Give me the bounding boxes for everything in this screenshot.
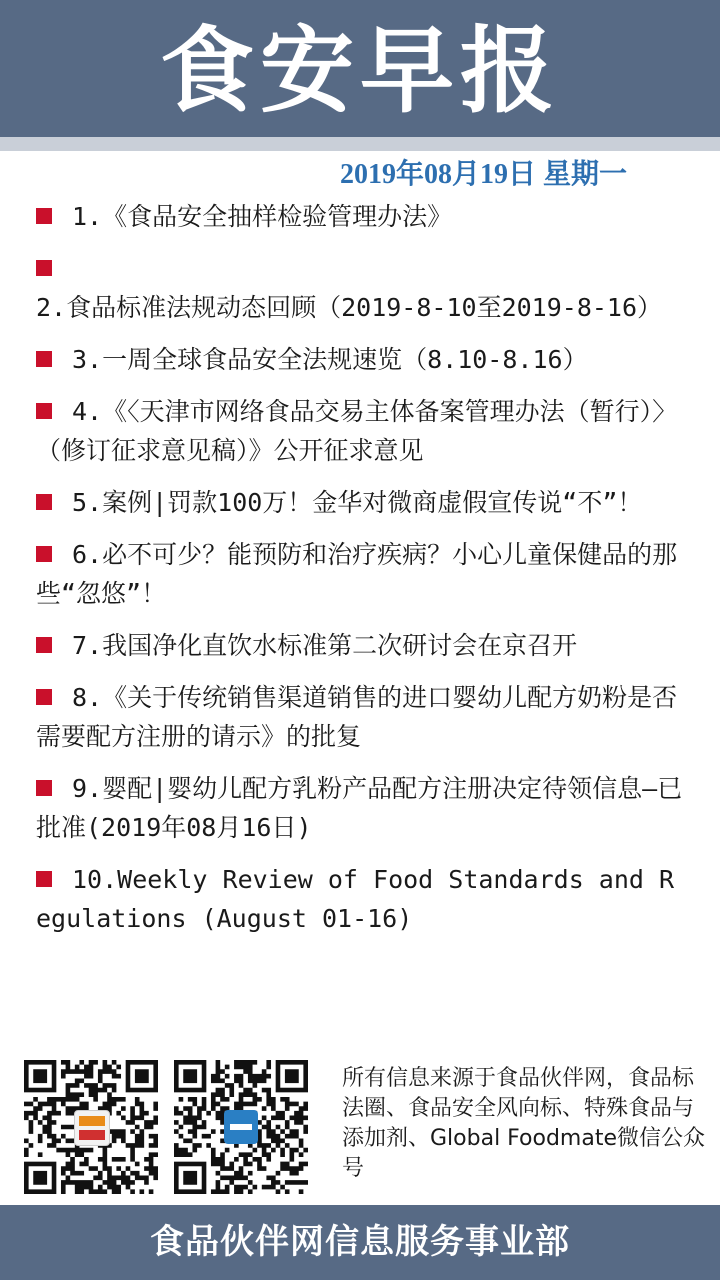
bullet-square-icon bbox=[36, 637, 52, 653]
news-item[interactable] bbox=[36, 678, 686, 756]
header-divider bbox=[0, 137, 720, 151]
bullet-square-icon bbox=[36, 403, 52, 419]
news-item[interactable] bbox=[36, 860, 686, 938]
bullet-square-icon bbox=[36, 260, 52, 276]
foodmate-logo-icon bbox=[74, 1110, 110, 1146]
news-item[interactable] bbox=[36, 340, 686, 379]
news-item-text: 9.婴配|婴幼儿配方乳粉产品配方注册决定待领信息—已批准(2019年08月16日) bbox=[36, 774, 683, 842]
bullet-square-icon bbox=[36, 494, 52, 510]
news-item-text: 1.《食品安全抽样检验管理办法》 bbox=[72, 202, 453, 231]
bullet-square-icon bbox=[36, 351, 52, 367]
bullet-square-icon bbox=[36, 689, 52, 705]
news-item-text: 8.《关于传统销售渠道销售的进口婴幼儿配方奶粉是否需要配方注册的请示》的批复 bbox=[36, 683, 678, 751]
qr-code-icon bbox=[174, 1060, 308, 1194]
news-item-text: 10.Weekly Review of Food Standards and Regulations (August 01-16) bbox=[36, 865, 675, 933]
news-item[interactable] bbox=[36, 249, 686, 327]
bullet-square-icon bbox=[36, 546, 52, 562]
date-label: 2019年08月19日 星期一 bbox=[340, 159, 628, 190]
news-item-text: 2.食品标准法规动态回顾（2019-8-10至2019-8-16） bbox=[36, 293, 663, 322]
news-item[interactable] bbox=[36, 392, 686, 470]
news-item-text: 7.我国净化直饮水标准第二次研讨会在京召开 bbox=[72, 631, 578, 660]
wechat-account-logo-icon bbox=[224, 1110, 258, 1144]
news-item-text: 3.一周全球食品安全法规速览（8.10-8.16） bbox=[72, 345, 588, 374]
news-item-text: 6.必不可少？能预防和治疗疾病？小心儿童保健品的那些“忽悠”！ bbox=[36, 540, 678, 608]
bullet-square-icon bbox=[36, 780, 52, 796]
page-title: 食安早报 bbox=[159, 17, 560, 126]
bullet-square-icon bbox=[36, 871, 52, 887]
news-item[interactable] bbox=[36, 769, 686, 847]
qr-code-icon bbox=[24, 1060, 158, 1194]
news-list bbox=[36, 197, 686, 951]
header-banner bbox=[0, 0, 720, 137]
news-item-text: 5.案例|罚款100万！金华对微商虚假宣传说“不”！ bbox=[72, 488, 643, 517]
bullet-square-icon bbox=[36, 208, 52, 224]
source-note: 所有信息来源于食品伙伴网，食品标法圈、食品安全风向标、特殊食品与添加剂、Global Foodmate微信公众号 bbox=[342, 1066, 706, 1181]
footer-banner: 食品伙伴网信息服务事业部 bbox=[0, 1205, 720, 1280]
news-item[interactable] bbox=[36, 197, 686, 236]
news-item-text: 4.《〈天津市网络食品交易主体备案管理办法（暂行）〉（修订征求意见稿）》公开征求意见 bbox=[36, 397, 678, 465]
news-item[interactable] bbox=[36, 535, 686, 613]
news-item[interactable] bbox=[36, 483, 686, 522]
news-item[interactable] bbox=[36, 626, 686, 665]
